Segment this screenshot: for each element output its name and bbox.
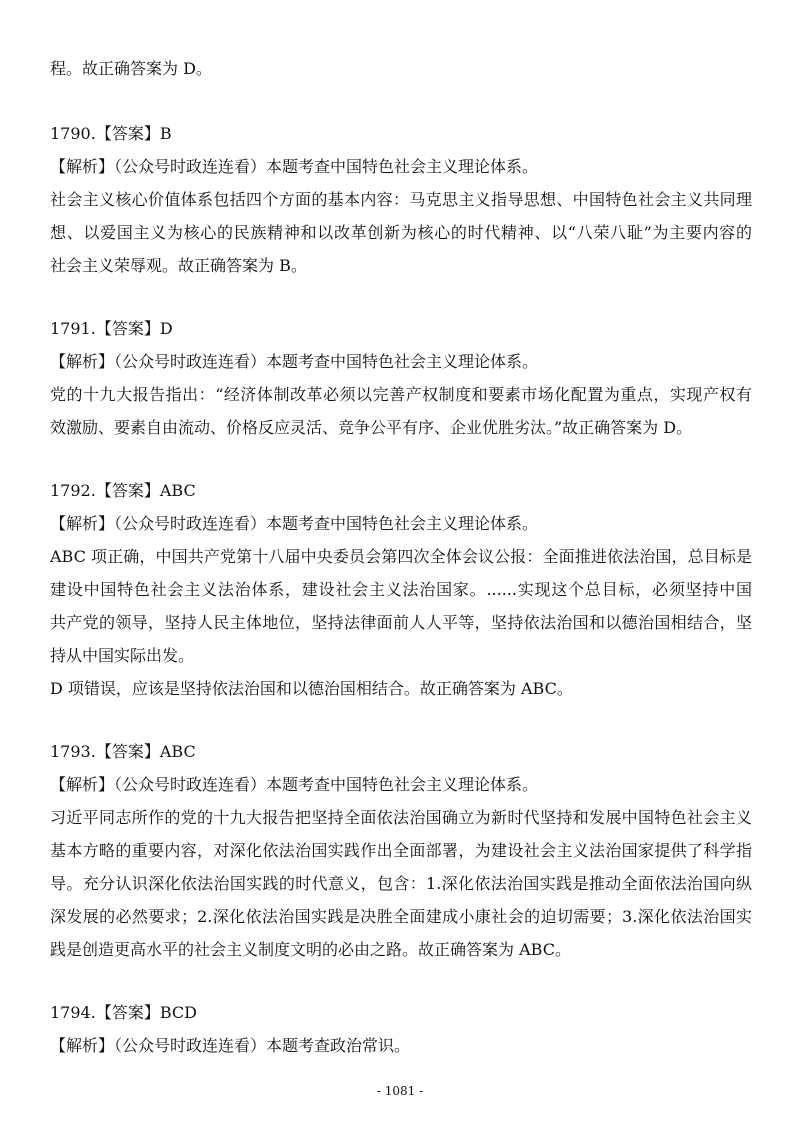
question-number: 1791.	[50, 319, 96, 338]
answer-value: ABC	[159, 481, 196, 500]
analysis-label: 【解析】	[50, 352, 115, 371]
answer-label: 【答案】	[95, 124, 160, 143]
analysis-intro: （公众号时政连连看）本题考查中国特色社会主义理论体系。	[114, 775, 539, 794]
question-1792	[50, 474, 752, 705]
body-line: 基本方略的重要内容，对深化依法治国实践作出全面部署，为建设社会主义法治国家提供了科学指	[50, 841, 752, 860]
question-number: 1794.	[50, 1003, 96, 1022]
answer-value: D	[159, 319, 173, 338]
body-line: 建设中国特色社会主义法治体系，建设社会主义法治国家。......实现这个总目标，必须坚持中国	[50, 580, 752, 599]
question-1794	[50, 996, 752, 1062]
question-number: 1790.	[50, 124, 96, 143]
body-line: ABC 项正确，中国共产党第十八届中央委员会第四次全体会议公报：全面推进依法治国，总目标是	[50, 547, 752, 566]
question-number: 1792.	[50, 481, 96, 500]
analysis-intro: （公众号时政连连看）本题考查中国特色社会主义理论体系。	[114, 157, 539, 176]
answer-value: ABC	[159, 742, 196, 761]
answer-label: 【答案】	[95, 481, 160, 500]
analysis-intro: （公众号时政连连看）本题考查政治常识。	[114, 1036, 411, 1055]
answer-line	[50, 117, 752, 150]
document-page	[50, 52, 752, 1062]
body-line: 习近平同志所作的党的十九大报告把坚持全面依法治国确立为新时代坚持和发展中国特色社会主义	[50, 808, 752, 827]
body-line: 导。充分认识深化依法治国实践的时代意义，包含：1.深化依法治国实践是推动全面依法治国向纵	[50, 874, 752, 893]
answer-line	[50, 474, 752, 507]
body-line: D 项错误，应该是坚持依法治国和以德治国相结合。故正确答案为 ABC。	[50, 679, 573, 698]
analysis-label: 【解析】	[50, 775, 115, 794]
body-line: 深发展的必然要求；2.深化依法治国实践是决胜全面建成小康社会的迫切需要；3.深化依法治国实	[50, 907, 752, 926]
answer-label: 【答案】	[95, 319, 160, 338]
question-1791	[50, 312, 752, 444]
body-line: 践是创造更高水平的社会主义制度文明的必由之路。故正确答案为 ABC。	[50, 940, 571, 959]
analysis-line	[50, 507, 752, 540]
answer-label: 【答案】	[95, 1003, 160, 1022]
analysis-label: 【解析】	[50, 1036, 115, 1055]
body-line: 持从中国实际出发。	[50, 646, 195, 665]
body-line: 社会主义荣辱观。故正确答案为 B。	[50, 256, 307, 275]
answer-line	[50, 735, 752, 768]
page-number: - 1081 -	[376, 1084, 424, 1098]
body-line: 党的十九大报告指出：“经济体制改革必须以完善产权制度和要素市场化配置为重点，实现产权有	[50, 385, 752, 404]
analysis-line	[50, 1029, 752, 1062]
answer-value: B	[159, 124, 172, 143]
continuation-line: 程。故正确答案为 D。	[50, 59, 212, 78]
analysis-line	[50, 150, 752, 183]
answer-value: BCD	[159, 1003, 197, 1022]
analysis-label: 【解析】	[50, 157, 115, 176]
body-line: 共产党的领导，坚持人民主体地位，坚持法律面前人人平等，坚持依法治国和以德治国相结合，坚	[50, 613, 752, 632]
body-line: 想、以爱国主义为核心的民族精神和以改革创新为核心的时代精神、以“八荣八耻”为主要内容的	[50, 223, 752, 242]
answer-line	[50, 996, 752, 1029]
analysis-line	[50, 768, 752, 801]
analysis-label: 【解析】	[50, 514, 115, 533]
question-1793	[50, 735, 752, 966]
question-1790	[50, 117, 752, 282]
analysis-intro: （公众号时政连连看）本题考查中国特色社会主义理论体系。	[114, 352, 539, 371]
analysis-intro: （公众号时政连连看）本题考查中国特色社会主义理论体系。	[114, 514, 539, 533]
answer-label: 【答案】	[95, 742, 160, 761]
body-line: 效激励、要素自由流动、价格反应灵活、竞争公平有序、企业优胜劣汰。”故正确答案为 D。	[50, 418, 693, 437]
analysis-line	[50, 345, 752, 378]
answer-line	[50, 312, 752, 345]
question-number: 1793.	[50, 742, 96, 761]
body-line: 社会主义核心价值体系包括四个方面的基本内容：马克思主义指导思想、中国特色社会主义共同理	[50, 190, 752, 209]
